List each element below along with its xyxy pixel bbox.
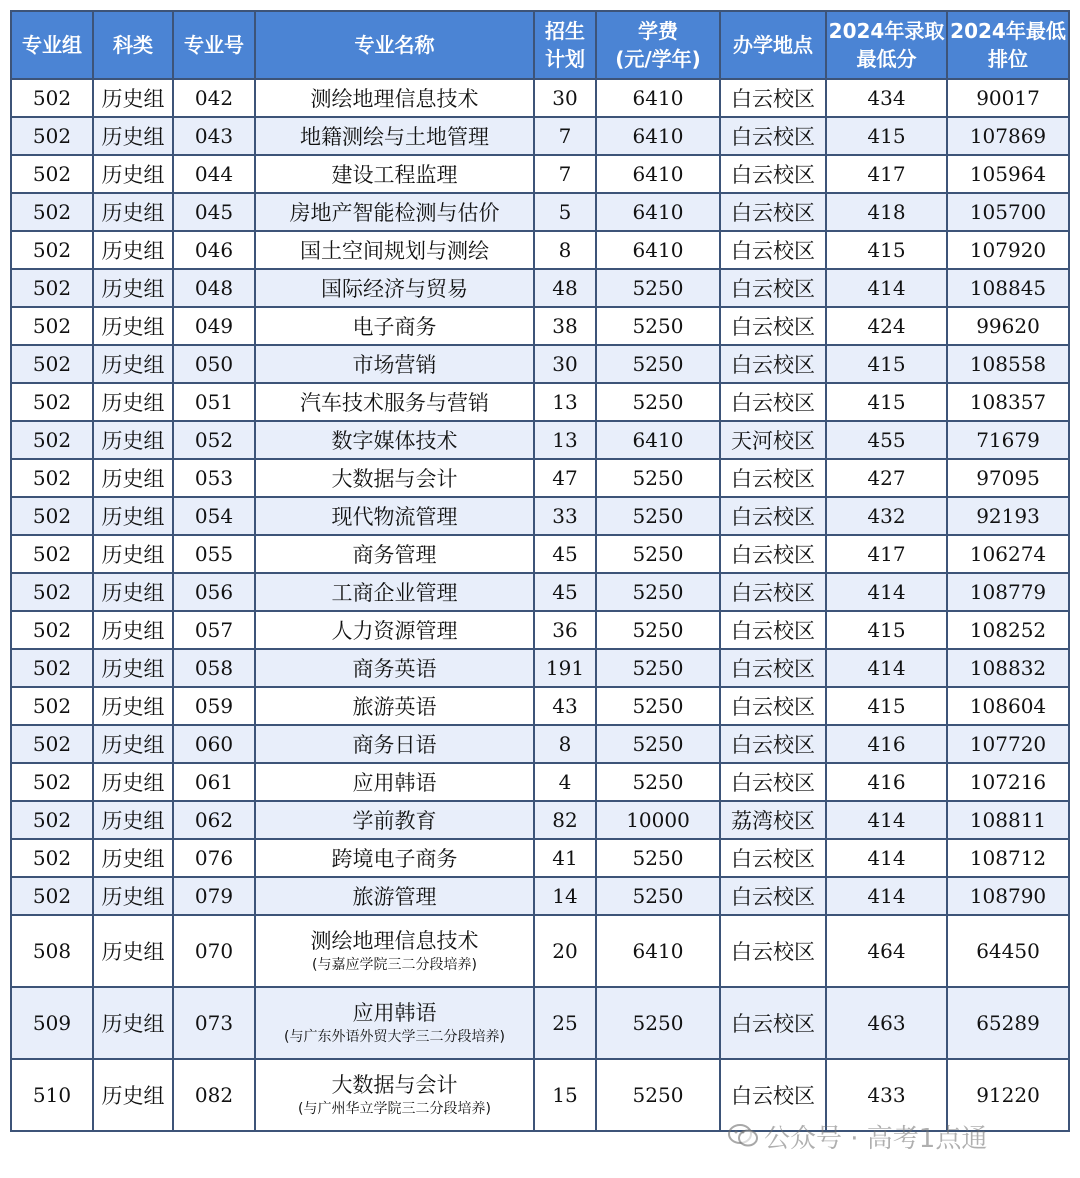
cell-group: 502 — [11, 193, 93, 231]
cell-campus: 白云校区 — [720, 345, 826, 383]
table-row — [11, 535, 1069, 573]
cell-category: 历史组 — [93, 497, 173, 535]
cell-code: 043 — [173, 117, 255, 155]
cell-group: 502 — [11, 763, 93, 801]
cell-category: 历史组 — [93, 345, 173, 383]
major-note: (与嘉应学院三二分段培养) — [312, 957, 477, 973]
cell-plan: 4 — [534, 763, 596, 801]
cell-plan: 20 — [534, 915, 596, 987]
cell-name: 国土空间规划与测绘 — [255, 231, 534, 269]
cell-min-rank: 108558 — [947, 345, 1069, 383]
table-row — [11, 801, 1069, 839]
cell-min-score: 424 — [826, 307, 947, 345]
cell-group: 502 — [11, 307, 93, 345]
table-row — [11, 307, 1069, 345]
cell-category: 历史组 — [93, 915, 173, 987]
cell-min-score: 427 — [826, 459, 947, 497]
cell-min-score: 415 — [826, 611, 947, 649]
cell-plan: 41 — [534, 839, 596, 877]
cell-name: 汽车技术服务与营销 — [255, 383, 534, 421]
cell-name: 旅游英语 — [255, 687, 534, 725]
cell-category: 历史组 — [93, 877, 173, 915]
cell-tuition: 5250 — [596, 611, 720, 649]
cell-campus: 白云校区 — [720, 193, 826, 231]
table-row — [11, 763, 1069, 801]
cell-group: 502 — [11, 79, 93, 117]
cell-tuition: 5250 — [596, 725, 720, 763]
header-name: 专业名称 — [255, 11, 534, 79]
table-row — [11, 459, 1069, 497]
cell-campus: 白云校区 — [720, 763, 826, 801]
cell-tuition: 5250 — [596, 307, 720, 345]
cell-tuition: 6410 — [596, 231, 720, 269]
cell-plan: 45 — [534, 573, 596, 611]
cell-plan: 30 — [534, 79, 596, 117]
cell-group: 502 — [11, 877, 93, 915]
cell-plan: 7 — [534, 117, 596, 155]
cell-min-score: 416 — [826, 763, 947, 801]
cell-name — [255, 987, 534, 1059]
cell-campus: 白云校区 — [720, 915, 826, 987]
cell-min-rank: 108604 — [947, 687, 1069, 725]
cell-name: 市场营销 — [255, 345, 534, 383]
cell-name: 数字媒体技术 — [255, 421, 534, 459]
cell-code: 050 — [173, 345, 255, 383]
cell-tuition: 6410 — [596, 155, 720, 193]
cell-category: 历史组 — [93, 269, 173, 307]
cell-group: 502 — [11, 345, 93, 383]
cell-campus: 白云校区 — [720, 459, 826, 497]
cell-tuition: 5250 — [596, 573, 720, 611]
cell-name: 房地产智能检测与估价 — [255, 193, 534, 231]
cell-min-score: 414 — [826, 649, 947, 687]
cell-tuition: 6410 — [596, 421, 720, 459]
cell-plan: 38 — [534, 307, 596, 345]
cell-tuition: 5250 — [596, 839, 720, 877]
cell-campus: 白云校区 — [720, 535, 826, 573]
cell-tuition: 5250 — [596, 459, 720, 497]
cell-min-rank: 91220 — [947, 1059, 1069, 1131]
cell-name: 地籍测绘与土地管理 — [255, 117, 534, 155]
cell-campus: 白云校区 — [720, 231, 826, 269]
table-row — [11, 193, 1069, 231]
cell-plan: 14 — [534, 877, 596, 915]
cell-plan: 13 — [534, 383, 596, 421]
cell-category: 历史组 — [93, 649, 173, 687]
cell-min-score: 415 — [826, 345, 947, 383]
cell-code: 055 — [173, 535, 255, 573]
cell-category: 历史组 — [93, 763, 173, 801]
cell-group: 502 — [11, 611, 93, 649]
cell-category: 历史组 — [93, 383, 173, 421]
cell-min-rank: 97095 — [947, 459, 1069, 497]
cell-plan: 8 — [534, 725, 596, 763]
cell-campus: 白云校区 — [720, 987, 826, 1059]
cell-campus: 白云校区 — [720, 649, 826, 687]
cell-campus: 白云校区 — [720, 839, 826, 877]
table-row — [11, 687, 1069, 725]
cell-code: 082 — [173, 1059, 255, 1131]
cell-code: 061 — [173, 763, 255, 801]
cell-tuition: 6410 — [596, 79, 720, 117]
table-row — [11, 231, 1069, 269]
cell-min-score: 414 — [826, 877, 947, 915]
table-row — [11, 155, 1069, 193]
cell-tuition: 5250 — [596, 877, 720, 915]
cell-campus: 白云校区 — [720, 155, 826, 193]
cell-group: 502 — [11, 535, 93, 573]
cell-min-score: 414 — [826, 801, 947, 839]
cell-category: 历史组 — [93, 725, 173, 763]
table-row — [11, 79, 1069, 117]
admission-table-container — [10, 10, 1070, 1132]
cell-plan: 47 — [534, 459, 596, 497]
cell-code: 073 — [173, 987, 255, 1059]
table-row — [11, 573, 1069, 611]
cell-min-rank: 108779 — [947, 573, 1069, 611]
cell-min-score: 415 — [826, 687, 947, 725]
cell-plan: 5 — [534, 193, 596, 231]
cell-plan: 13 — [534, 421, 596, 459]
cell-group: 502 — [11, 459, 93, 497]
cell-tuition: 5250 — [596, 345, 720, 383]
header-tuition: 学费 (元/学年) — [596, 11, 720, 79]
cell-tuition: 5250 — [596, 987, 720, 1059]
cell-group: 502 — [11, 725, 93, 763]
cell-code: 049 — [173, 307, 255, 345]
cell-campus: 白云校区 — [720, 79, 826, 117]
cell-group: 502 — [11, 117, 93, 155]
cell-name: 商务管理 — [255, 535, 534, 573]
table-row — [11, 269, 1069, 307]
table-row — [11, 987, 1069, 1059]
cell-plan: 25 — [534, 987, 596, 1059]
cell-min-score: 463 — [826, 987, 947, 1059]
cell-code: 058 — [173, 649, 255, 687]
cell-campus: 白云校区 — [720, 687, 826, 725]
cell-category: 历史组 — [93, 193, 173, 231]
major-name: 应用韩语 — [352, 1001, 437, 1025]
cell-min-rank: 90017 — [947, 79, 1069, 117]
cell-min-score: 415 — [826, 117, 947, 155]
cell-group: 502 — [11, 383, 93, 421]
cell-min-rank: 107920 — [947, 231, 1069, 269]
major-note: (与广东外语外贸大学三二分段培养) — [284, 1029, 505, 1045]
cell-category: 历史组 — [93, 801, 173, 839]
cell-tuition: 5250 — [596, 1059, 720, 1131]
cell-name: 旅游管理 — [255, 877, 534, 915]
cell-campus: 白云校区 — [720, 877, 826, 915]
table-row — [11, 611, 1069, 649]
cell-code: 079 — [173, 877, 255, 915]
cell-code: 060 — [173, 725, 255, 763]
cell-tuition: 6410 — [596, 117, 720, 155]
table-row — [11, 725, 1069, 763]
cell-min-score: 464 — [826, 915, 947, 987]
header-plan: 招生 计划 — [534, 11, 596, 79]
major-note: (与广州华立学院三二分段培养) — [298, 1101, 491, 1117]
cell-campus: 白云校区 — [720, 725, 826, 763]
cell-group: 502 — [11, 801, 93, 839]
cell-campus: 白云校区 — [720, 1059, 826, 1131]
major-name: 测绘地理信息技术 — [310, 929, 479, 953]
cell-campus: 白云校区 — [720, 611, 826, 649]
cell-category: 历史组 — [93, 687, 173, 725]
cell-code: 045 — [173, 193, 255, 231]
cell-min-rank: 105964 — [947, 155, 1069, 193]
cell-category: 历史组 — [93, 459, 173, 497]
cell-group: 502 — [11, 649, 93, 687]
cell-plan: 36 — [534, 611, 596, 649]
cell-plan: 45 — [534, 535, 596, 573]
cell-tuition: 5250 — [596, 763, 720, 801]
table-row — [11, 877, 1069, 915]
cell-code: 051 — [173, 383, 255, 421]
cell-code: 044 — [173, 155, 255, 193]
cell-min-score: 416 — [826, 725, 947, 763]
cell-campus: 白云校区 — [720, 117, 826, 155]
cell-code: 059 — [173, 687, 255, 725]
cell-min-rank: 108845 — [947, 269, 1069, 307]
cell-min-rank: 108832 — [947, 649, 1069, 687]
cell-name: 建设工程监理 — [255, 155, 534, 193]
cell-campus: 荔湾校区 — [720, 801, 826, 839]
table-row — [11, 345, 1069, 383]
cell-min-rank: 71679 — [947, 421, 1069, 459]
cell-group: 502 — [11, 497, 93, 535]
table-row — [11, 497, 1069, 535]
cell-code: 048 — [173, 269, 255, 307]
cell-tuition: 5250 — [596, 687, 720, 725]
cell-tuition: 6410 — [596, 915, 720, 987]
table-row — [11, 1059, 1069, 1131]
cell-tuition: 5250 — [596, 269, 720, 307]
cell-tuition: 6410 — [596, 193, 720, 231]
cell-name — [255, 1059, 534, 1131]
cell-category: 历史组 — [93, 155, 173, 193]
header-min-score: 2024年录取 最低分 — [826, 11, 947, 79]
cell-name: 人力资源管理 — [255, 611, 534, 649]
cell-group: 510 — [11, 1059, 93, 1131]
cell-code: 070 — [173, 915, 255, 987]
cell-group: 502 — [11, 155, 93, 193]
cell-code: 076 — [173, 839, 255, 877]
cell-tuition: 5250 — [596, 497, 720, 535]
cell-campus: 白云校区 — [720, 573, 826, 611]
cell-category: 历史组 — [93, 573, 173, 611]
header-category: 科类 — [93, 11, 173, 79]
cell-code: 052 — [173, 421, 255, 459]
cell-min-rank: 99620 — [947, 307, 1069, 345]
cell-name: 电子商务 — [255, 307, 534, 345]
cell-name: 测绘地理信息技术 — [255, 79, 534, 117]
table-row — [11, 117, 1069, 155]
cell-category: 历史组 — [93, 231, 173, 269]
cell-tuition: 5250 — [596, 535, 720, 573]
cell-name: 跨境电子商务 — [255, 839, 534, 877]
cell-name: 现代物流管理 — [255, 497, 534, 535]
cell-category: 历史组 — [93, 307, 173, 345]
cell-min-score: 415 — [826, 231, 947, 269]
cell-code: 054 — [173, 497, 255, 535]
header-code: 专业号 — [173, 11, 255, 79]
cell-min-rank: 107216 — [947, 763, 1069, 801]
cell-campus: 白云校区 — [720, 269, 826, 307]
cell-plan: 82 — [534, 801, 596, 839]
cell-tuition: 5250 — [596, 383, 720, 421]
cell-plan: 7 — [534, 155, 596, 193]
cell-campus: 天河校区 — [720, 421, 826, 459]
cell-name: 大数据与会计 — [255, 459, 534, 497]
cell-code: 062 — [173, 801, 255, 839]
cell-plan: 43 — [534, 687, 596, 725]
cell-plan: 191 — [534, 649, 596, 687]
table-row — [11, 383, 1069, 421]
table-header-row — [11, 11, 1069, 79]
cell-name: 学前教育 — [255, 801, 534, 839]
cell-plan: 48 — [534, 269, 596, 307]
cell-min-rank: 105700 — [947, 193, 1069, 231]
cell-min-rank: 107720 — [947, 725, 1069, 763]
cell-min-score: 415 — [826, 383, 947, 421]
cell-min-score: 455 — [826, 421, 947, 459]
table-body — [11, 79, 1069, 1131]
cell-plan: 8 — [534, 231, 596, 269]
cell-category: 历史组 — [93, 1059, 173, 1131]
cell-category: 历史组 — [93, 79, 173, 117]
cell-min-rank: 107869 — [947, 117, 1069, 155]
cell-min-rank: 64450 — [947, 915, 1069, 987]
table-row — [11, 649, 1069, 687]
watermark-text: 公众号 · 高考1点通 — [764, 1124, 988, 1154]
table-row — [11, 839, 1069, 877]
cell-min-rank: 108811 — [947, 801, 1069, 839]
cell-min-rank: 108790 — [947, 877, 1069, 915]
header-campus: 办学地点 — [720, 11, 826, 79]
cell-category: 历史组 — [93, 117, 173, 155]
cell-code: 056 — [173, 573, 255, 611]
cell-min-rank: 65289 — [947, 987, 1069, 1059]
cell-name: 应用韩语 — [255, 763, 534, 801]
cell-group: 502 — [11, 231, 93, 269]
cell-category: 历史组 — [93, 421, 173, 459]
cell-min-score: 433 — [826, 1059, 947, 1131]
cell-name: 工商企业管理 — [255, 573, 534, 611]
cell-min-rank: 92193 — [947, 497, 1069, 535]
cell-code: 057 — [173, 611, 255, 649]
cell-min-score: 414 — [826, 269, 947, 307]
cell-min-score: 434 — [826, 79, 947, 117]
cell-min-score: 414 — [826, 573, 947, 611]
table-row — [11, 421, 1069, 459]
cell-min-score: 432 — [826, 497, 947, 535]
cell-campus: 白云校区 — [720, 307, 826, 345]
cell-group: 502 — [11, 687, 93, 725]
cell-tuition: 10000 — [596, 801, 720, 839]
cell-min-rank: 108252 — [947, 611, 1069, 649]
cell-group: 509 — [11, 987, 93, 1059]
cell-min-score: 414 — [826, 839, 947, 877]
cell-min-rank: 108357 — [947, 383, 1069, 421]
cell-category: 历史组 — [93, 987, 173, 1059]
major-name: 大数据与会计 — [331, 1073, 458, 1097]
cell-category: 历史组 — [93, 535, 173, 573]
cell-group: 508 — [11, 915, 93, 987]
cell-tuition: 5250 — [596, 649, 720, 687]
cell-code: 046 — [173, 231, 255, 269]
header-group: 专业组 — [11, 11, 93, 79]
cell-min-score: 418 — [826, 193, 947, 231]
cell-name: 商务英语 — [255, 649, 534, 687]
cell-code: 053 — [173, 459, 255, 497]
cell-min-rank: 108712 — [947, 839, 1069, 877]
cell-campus: 白云校区 — [720, 497, 826, 535]
cell-category: 历史组 — [93, 611, 173, 649]
cell-plan: 15 — [534, 1059, 596, 1131]
cell-group: 502 — [11, 839, 93, 877]
cell-name — [255, 915, 534, 987]
cell-plan: 30 — [534, 345, 596, 383]
cell-name: 商务日语 — [255, 725, 534, 763]
header-min-rank: 2024年最低 排位 — [947, 11, 1069, 79]
cell-group: 502 — [11, 421, 93, 459]
cell-code: 042 — [173, 79, 255, 117]
cell-min-score: 417 — [826, 535, 947, 573]
admission-table — [10, 10, 1070, 1132]
cell-campus: 白云校区 — [720, 383, 826, 421]
cell-min-score: 417 — [826, 155, 947, 193]
cell-group: 502 — [11, 269, 93, 307]
cell-min-rank: 106274 — [947, 535, 1069, 573]
cell-category: 历史组 — [93, 839, 173, 877]
table-row — [11, 915, 1069, 987]
cell-group: 502 — [11, 573, 93, 611]
cell-name: 国际经济与贸易 — [255, 269, 534, 307]
cell-plan: 33 — [534, 497, 596, 535]
